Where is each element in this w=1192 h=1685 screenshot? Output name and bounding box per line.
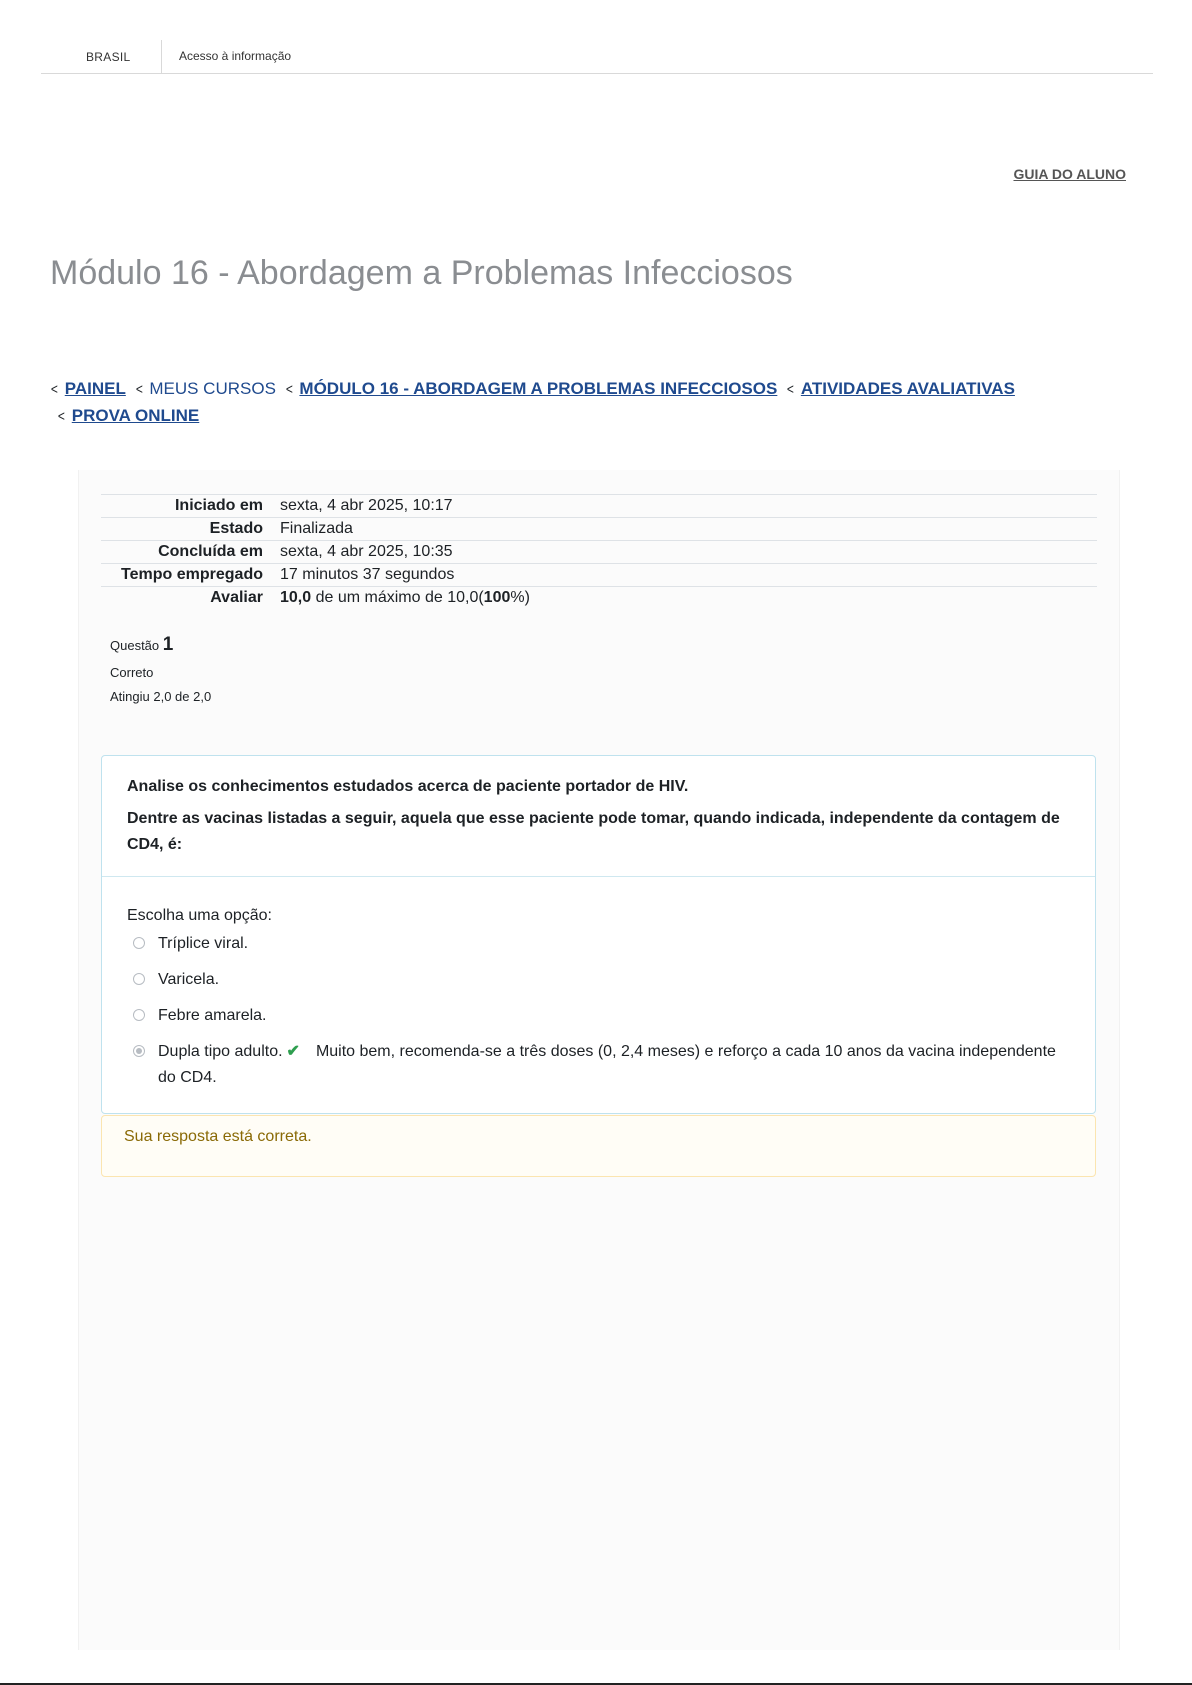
question-text-line: Dentre as vacinas listadas a seguir, aquela que esse paciente pode tomar, quando indicada, independente da contagem de CD4, é: — [127, 810, 1060, 853]
question-grade: Atingiu 2,0 de 2,0 — [110, 689, 212, 704]
checkmark-icon: ✔ — [286, 1043, 300, 1060]
summary-row — [101, 495, 1097, 518]
question-number: Questão 1 — [110, 634, 174, 655]
question-text-line: Analise os conhecimentos estudados acerca de paciente portador de HIV. — [127, 778, 689, 795]
summary-label: Iniciado em — [101, 495, 280, 518]
breadcrumb-prova-online[interactable]: PROVA ONLINE — [71, 406, 200, 425]
review-content — [78, 470, 1120, 1650]
gov-acesso-link[interactable]: Acesso à informação — [179, 49, 292, 63]
chevron-left-icon: < — [50, 381, 58, 398]
gov-divider — [161, 40, 162, 74]
breadcrumb — [50, 376, 1070, 430]
answer-option-selected — [127, 1039, 1070, 1091]
page-title: Módulo 16 - Abordagem a Problemas Infecciosos — [50, 254, 793, 292]
radio-button-checked[interactable] — [133, 1045, 145, 1057]
question-box — [101, 755, 1096, 1114]
answer-options — [102, 877, 1095, 1113]
gov-brasil-link[interactable]: BRASIL — [86, 50, 131, 64]
score-value: 10,0 — [280, 589, 312, 606]
guia-do-aluno-link[interactable]: GUIA DO ALUNO — [1013, 166, 1126, 182]
summary-row — [101, 587, 1097, 610]
radio-button[interactable] — [133, 937, 145, 949]
answer-option — [127, 967, 1070, 993]
summary-label: Estado — [101, 518, 280, 541]
answer-option — [127, 1003, 1070, 1029]
answer-label: Varicela. — [158, 971, 220, 988]
outcome-message: Sua resposta está correta. — [101, 1115, 1096, 1177]
gov-bar — [41, 38, 1153, 74]
summary-label: Avaliar — [101, 587, 280, 610]
summary-value: sexta, 4 abr 2025, 10:17 — [280, 495, 1097, 518]
chevron-left-icon: < — [57, 408, 65, 425]
attempt-summary-table — [101, 494, 1097, 609]
summary-value: sexta, 4 abr 2025, 10:35 — [280, 541, 1097, 564]
answer-feedback: Muito bem, recomenda-se a três doses (0, 2,4 meses) e reforço a cada 10 anos da vacina independente do CD4. — [158, 1043, 1056, 1086]
answer-prompt: Escolha uma opção: — [127, 907, 272, 924]
score-text: de um máximo de 10,0( — [315, 589, 484, 606]
chevron-left-icon: < — [786, 381, 794, 398]
summary-value: 17 minutos 37 segundos — [280, 564, 1097, 587]
summary-row — [101, 564, 1097, 587]
chevron-left-icon: < — [285, 381, 293, 398]
summary-row — [101, 518, 1097, 541]
summary-row — [101, 541, 1097, 564]
question-state: Correto — [110, 665, 154, 680]
breadcrumb-meus-cursos: MEUS CURSOS — [149, 379, 276, 398]
summary-label: Concluída em — [101, 541, 280, 564]
question-text — [102, 756, 1095, 877]
summary-value — [280, 587, 1097, 610]
radio-button[interactable] — [133, 1009, 145, 1021]
breadcrumb-atividades[interactable]: ATIVIDADES AVALIATIVAS — [800, 379, 1015, 398]
summary-label: Tempo empregado — [101, 564, 280, 587]
score-suffix: %) — [510, 589, 530, 606]
breadcrumb-modulo[interactable]: MÓDULO 16 - ABORDAGEM A PROBLEMAS INFECCIOSOS — [299, 379, 778, 398]
summary-value: Finalizada — [280, 518, 1097, 541]
breadcrumb-painel[interactable]: PAINEL — [64, 379, 126, 398]
question-info — [110, 634, 211, 713]
answer-label: Dupla tipo adulto. — [158, 1043, 283, 1060]
radio-button[interactable] — [133, 973, 145, 985]
chevron-left-icon: < — [135, 381, 143, 398]
score-percent: 100 — [483, 589, 511, 606]
answer-label: Tríplice viral. — [158, 935, 249, 952]
answer-option — [127, 931, 1070, 957]
answer-label: Febre amarela. — [158, 1007, 267, 1024]
